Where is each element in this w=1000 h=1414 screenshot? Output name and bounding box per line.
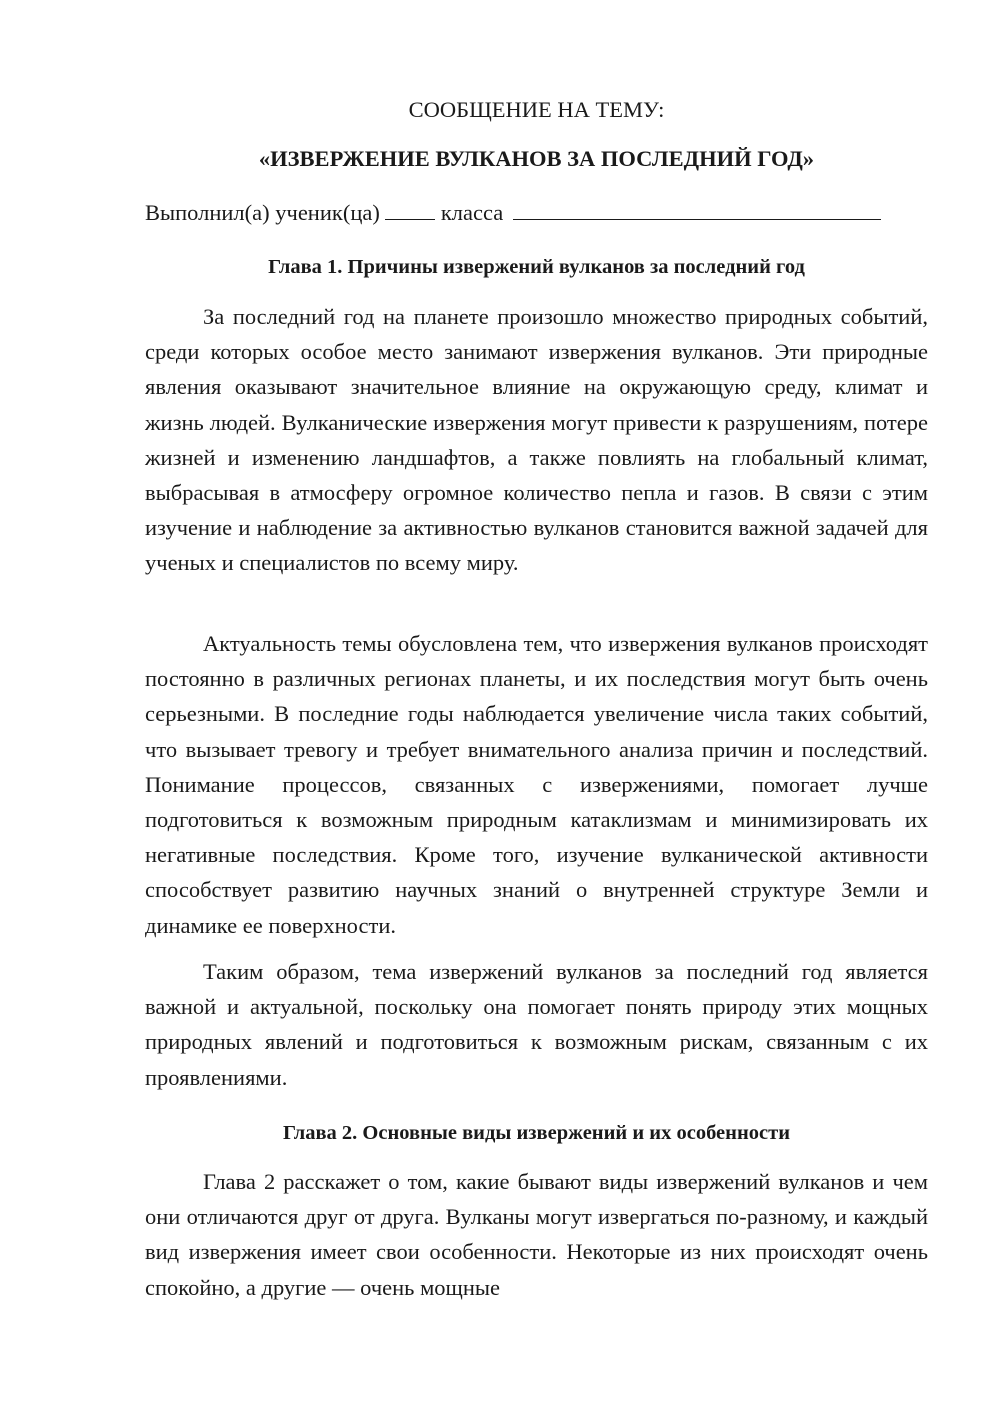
chapter-2-paragraph-1: Глава 2 расскажет о том, какие бывают виды извержений вулканов и чем они отличаются друг от друга. Вулканы могут извергаться по-разному, и каждый вид извержения имеет свои особенности. Некоторые из них происходят очень спокойно, а другие — очень мощные xyxy=(145,1169,928,1300)
student-name-blank xyxy=(513,197,881,220)
chapter-1-paragraph-1: За последний год на планете произошло множество природных событий, среди которых особое место занимают извержения вулканов. Эти природные явления оказывают значительное влияние на окружающую среду, климат и жизнь людей. Вулканические извержения могут привести к разрушениям, потере жизней и изменению ландшафтов, а также повлиять на глобальный климат, выбрасывая в атмосферу огромное количество пепла и газов. В связи с этим изучение и наблюдение за активностью вулканов становится важной задачей для ученых и специалистов по всему миру. xyxy=(145,304,928,576)
author-prefix: Выполнил(а) ученик(ца) xyxy=(145,200,380,225)
author-line xyxy=(145,195,928,230)
chapter-1-paragraph-3: Таким образом, тема извержений вулканов за последний год является важной и актуальной, поскольку она помогает понять природу этих мощных природных явлений и подготовиться к возможным рискам, связанным с их проявлениями. xyxy=(145,959,928,1090)
document-title-line-1: СООБЩЕНИЕ НА ТЕМУ: xyxy=(408,97,665,122)
chapter-1-paragraph-2: Актуальность темы обусловлена тем, что извержения вулканов происходят постоянно в различных регионах планеты, и их последствия могут быть очень серьезными. В последние годы наблюдается увеличение числа таких событий, что вызывает тревогу и требует внимательного анализа причин и последствий. Понимание процессов, связанных с извержениями, помогает лучше подготовиться к возможным природным катаклизмам и минимизировать их негативные последствия. Кроме того, изучение вулканической активности способствует развитию научных знаний о внутренней структуре Земли и динамике ее поверхности. xyxy=(145,631,928,938)
document-title-line-2: «ИЗВЕРЖЕНИЕ ВУЛКАНОВ ЗА ПОСЛЕДНИЙ ГОД» xyxy=(258,146,815,171)
chapter-2-heading: Глава 2. Основные виды извержений и их особенности xyxy=(282,1122,791,1144)
author-class-label: класса xyxy=(440,200,504,225)
class-number-blank xyxy=(385,197,435,220)
chapter-1-heading: Глава 1. Причины извержений вулканов за последний год xyxy=(268,256,805,278)
